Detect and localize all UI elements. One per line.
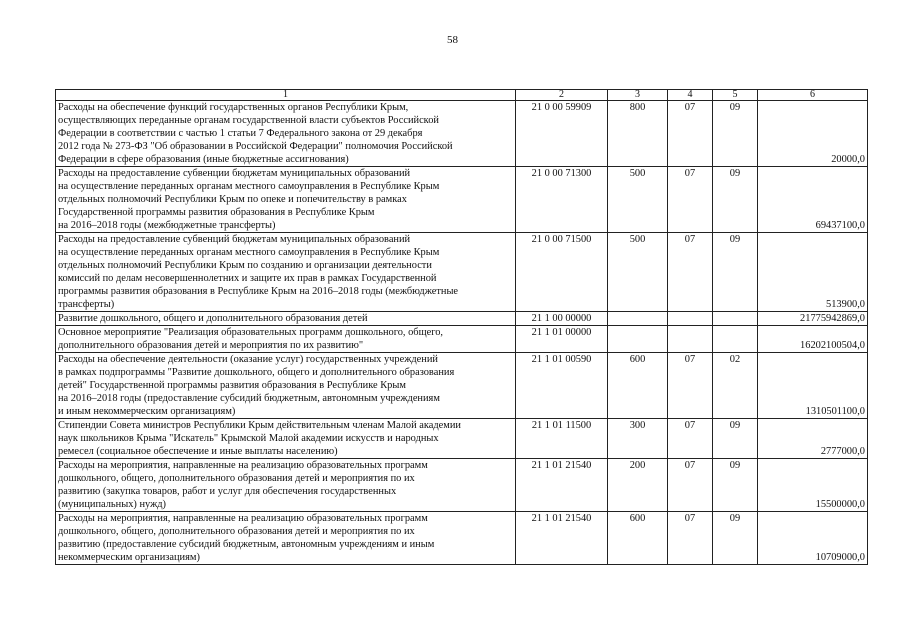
- row-pr-cell: 09: [713, 512, 758, 565]
- row-sum-cell: 513900,0: [758, 233, 868, 312]
- row-vr-cell: [608, 326, 668, 353]
- column-header: 2: [516, 90, 608, 101]
- column-header: 4: [668, 90, 713, 101]
- row-name-cell: Развитие дошкольного, общего и дополнительного образования детей: [56, 312, 516, 326]
- table-row: [56, 312, 868, 326]
- row-name-cell: Расходы на предоставление субвенций бюджетам муниципальных образований на осуществление переданных органам местного самоуправления в Республике Крым отдельных полномочий Республики Крым по созданию и организации деятельности комиссий по делам несовершеннолетних и защите их прав в рамках Государственной программы развития образования в Республике Крым на 2016–2018 годы (межбюджетные трансферты): [56, 233, 516, 312]
- row-vr-cell: 500: [608, 233, 668, 312]
- row-rz-cell: 07: [668, 419, 713, 459]
- row-rz-cell: [668, 326, 713, 353]
- row-code-cell: 21 1 01 21540: [516, 459, 608, 512]
- row-pr-cell: 09: [713, 459, 758, 512]
- row-sum-cell: 2777000,0: [758, 419, 868, 459]
- table-body: [56, 101, 868, 565]
- row-name-cell: Расходы на мероприятия, направленные на реализацию образовательных программ дошкольного, общего, дополнительного образования детей и мероприятия по их развитию (закупка товаров, работ и услуг для обеспечения государственных (муниципальных) нужд): [56, 459, 516, 512]
- table-row: [56, 419, 868, 459]
- row-name-cell: Расходы на предоставление субвенции бюджетам муниципальных образований на осуществление переданных органам местного самоуправления в Республике Крым отдельных полномочий Республики Крым по опеке и попечительству в рамках Государственной программы развития образования в Республике Крым на 2016–2018 годы (межбюджетные трансферты): [56, 167, 516, 233]
- row-rz-cell: 07: [668, 167, 713, 233]
- row-name-cell: Расходы на мероприятия, направленные на реализацию образовательных программ дошкольного, общего, дополнительного образования детей и мероприятия по их развитию (предоставление субсидий бюджетным, автономным учреждениям и иным некоммерческим организациям): [56, 512, 516, 565]
- row-vr-cell: 200: [608, 459, 668, 512]
- row-code-cell: 21 0 00 59909: [516, 101, 608, 167]
- row-pr-cell: 09: [713, 101, 758, 167]
- row-pr-cell: 09: [713, 233, 758, 312]
- row-name-cell: Расходы на обеспечение функций государственных органов Республики Крым, осуществляющих переданные органам государственной власти субъектов Российской Федерации в соответствии с частью 1 статьи 7 Федерального закона от 29 декабря 2012 года № 273-ФЗ "Об образовании в Российской Федерации" полномочия Российской Федерации в сфере образования (иные бюджетные ассигнования): [56, 101, 516, 167]
- row-code-cell: 21 1 01 21540: [516, 512, 608, 565]
- row-pr-cell: 02: [713, 353, 758, 419]
- column-header: 6: [758, 90, 868, 101]
- row-name-cell: Расходы на обеспечение деятельности (оказание услуг) государственных учреждений в рамках подпрограммы "Развитие дошкольного, общего и дополнительного образования детей" Государственной программы развития образования в Республике Крым на 2016–2018 годы (предоставление субсидий бюджетным, автономным учреждениям и иным некоммерческим организациям): [56, 353, 516, 419]
- table-row: [56, 459, 868, 512]
- row-sum-cell: 1310501100,0: [758, 353, 868, 419]
- table-row: [56, 167, 868, 233]
- row-sum-cell: 15500000,0: [758, 459, 868, 512]
- row-vr-cell: 500: [608, 167, 668, 233]
- row-pr-cell: [713, 312, 758, 326]
- column-header: 5: [713, 90, 758, 101]
- row-rz-cell: 07: [668, 512, 713, 565]
- table-row: [56, 353, 868, 419]
- row-sum-cell: 21775942869,0: [758, 312, 868, 326]
- page-number: 58: [447, 34, 458, 46]
- row-rz-cell: 07: [668, 233, 713, 312]
- table-row: [56, 326, 868, 353]
- row-rz-cell: 07: [668, 101, 713, 167]
- row-sum-cell: 10709000,0: [758, 512, 868, 565]
- row-rz-cell: [668, 312, 713, 326]
- row-sum-cell: 16202100504,0: [758, 326, 868, 353]
- row-code-cell: 21 1 01 00590: [516, 353, 608, 419]
- row-rz-cell: 07: [668, 459, 713, 512]
- row-code-cell: 21 0 00 71500: [516, 233, 608, 312]
- row-pr-cell: 09: [713, 167, 758, 233]
- row-name-cell: Стипендии Совета министров Республики Крым действительным членам Малой академии наук школьников Крыма "Искатель" Крымской Малой академии искусств и народных ремесел (социальное обеспечение и иные выплаты населению): [56, 419, 516, 459]
- column-header: 3: [608, 90, 668, 101]
- budget-table: [55, 89, 868, 565]
- row-code-cell: 21 0 00 71300: [516, 167, 608, 233]
- row-rz-cell: 07: [668, 353, 713, 419]
- row-sum-cell: 69437100,0: [758, 167, 868, 233]
- row-vr-cell: 600: [608, 353, 668, 419]
- row-code-cell: 21 1 00 00000: [516, 312, 608, 326]
- row-pr-cell: [713, 326, 758, 353]
- table-row: [56, 233, 868, 312]
- table-row: [56, 101, 868, 167]
- row-vr-cell: 600: [608, 512, 668, 565]
- table-header-row: [56, 90, 868, 101]
- table-row: [56, 512, 868, 565]
- row-name-cell: Основное мероприятие "Реализация образовательных программ дошкольного, общего, дополнительного образования детей и мероприятия по их развитию": [56, 326, 516, 353]
- row-sum-cell: 20000,0: [758, 101, 868, 167]
- column-header: 1: [56, 90, 516, 101]
- row-code-cell: 21 1 01 00000: [516, 326, 608, 353]
- row-vr-cell: 300: [608, 419, 668, 459]
- row-code-cell: 21 1 01 11500: [516, 419, 608, 459]
- row-vr-cell: [608, 312, 668, 326]
- row-vr-cell: 800: [608, 101, 668, 167]
- row-pr-cell: 09: [713, 419, 758, 459]
